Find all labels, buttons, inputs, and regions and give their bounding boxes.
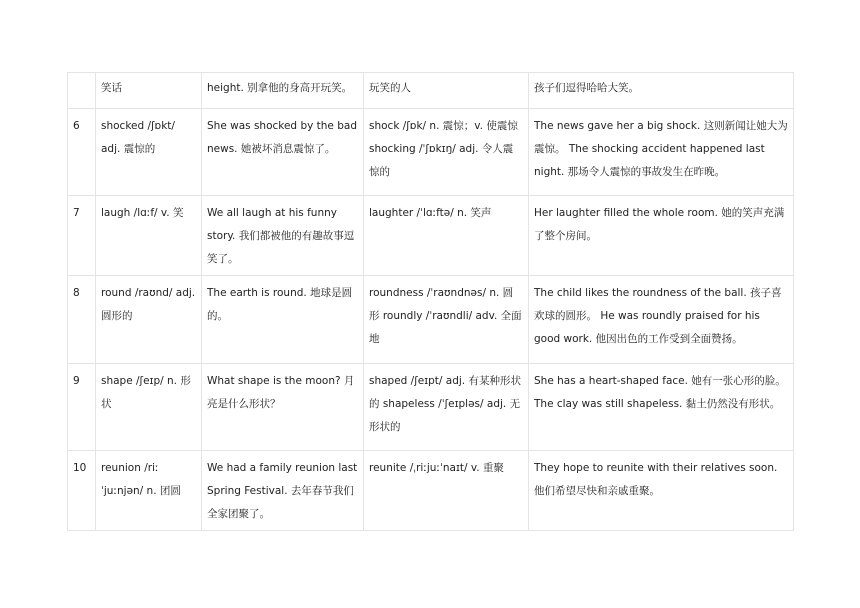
word-cell: reunion /riːˈjuːnjən/ n. 团圆	[96, 451, 202, 531]
derived-cell: reunite /ˌriːjuːˈnaɪt/ v. 重聚	[364, 451, 529, 531]
table-row	[68, 364, 794, 451]
derived-cell: shock /ʃɒk/ n. 震惊；v. 使震惊 shocking /ˈʃɒkɪŋ/ adj. 令人震惊的	[364, 109, 529, 196]
row-number: 9	[68, 364, 96, 451]
derived-example-cell: Her laughter filled the whole room. 她的笑声充满了整个房间。	[529, 196, 794, 276]
derived-example-cell: The news gave her a big shock. 这则新闻让她大为震惊。 The shocking accident happened last night. 那场令人震惊的事故发生在昨晚。	[529, 109, 794, 196]
table-row	[68, 276, 794, 364]
derived-cell: 玩笑的人	[364, 73, 529, 109]
example-cell: What shape is the moon? 月亮是什么形状？	[202, 364, 364, 451]
derived-cell: laughter /ˈlɑːftə/ n. 笑声	[364, 196, 529, 276]
derived-cell: roundness /ˈraʊndnəs/ n. 圆形 roundly /ˈraʊndli/ adv. 全面地	[364, 276, 529, 364]
example-cell: The earth is round. 地球是圆的。	[202, 276, 364, 364]
row-number: 8	[68, 276, 96, 364]
vocabulary-table	[67, 72, 794, 531]
derived-example-cell: The child likes the roundness of the ball. 孩子喜欢球的圆形。 He was roundly praised for his good work. 他因出色的工作受到全面赞扬。	[529, 276, 794, 364]
row-number	[68, 73, 96, 109]
example-cell: We had a family reunion last Spring Festival. 去年春节我们全家团聚了。	[202, 451, 364, 531]
table-row	[68, 451, 794, 531]
example-cell: We all laugh at his funny story. 我们都被他的有趣故事逗笑了。	[202, 196, 364, 276]
row-number: 10	[68, 451, 96, 531]
derived-cell: shaped /ʃeɪpt/ adj. 有某种形状的 shapeless /ˈʃeɪpləs/ adj. 无形状的	[364, 364, 529, 451]
word-cell: laugh /lɑːf/ v. 笑	[96, 196, 202, 276]
word-cell: 笑话	[96, 73, 202, 109]
word-cell: shape /ʃeɪp/ n. 形状	[96, 364, 202, 451]
example-cell: She was shocked by the bad news. 她被坏消息震惊了。	[202, 109, 364, 196]
word-cell: shocked /ʃɒkt/ adj. 震惊的	[96, 109, 202, 196]
derived-example-cell: She has a heart-shaped face. 她有一张心形的脸。 The clay was still shapeless. 黏土仍然没有形状。	[529, 364, 794, 451]
derived-example-cell: They hope to reunite with their relatives soon. 他们希望尽快和亲戚重聚。	[529, 451, 794, 531]
word-cell: round /raʊnd/ adj. 圆形的	[96, 276, 202, 364]
example-cell: height. 别拿他的身高开玩笑。	[202, 73, 364, 109]
table-row	[68, 73, 794, 109]
derived-example-cell: 孩子们逗得哈哈大笑。	[529, 73, 794, 109]
table-row	[68, 109, 794, 196]
row-number: 7	[68, 196, 96, 276]
table-row	[68, 196, 794, 276]
row-number: 6	[68, 109, 96, 196]
